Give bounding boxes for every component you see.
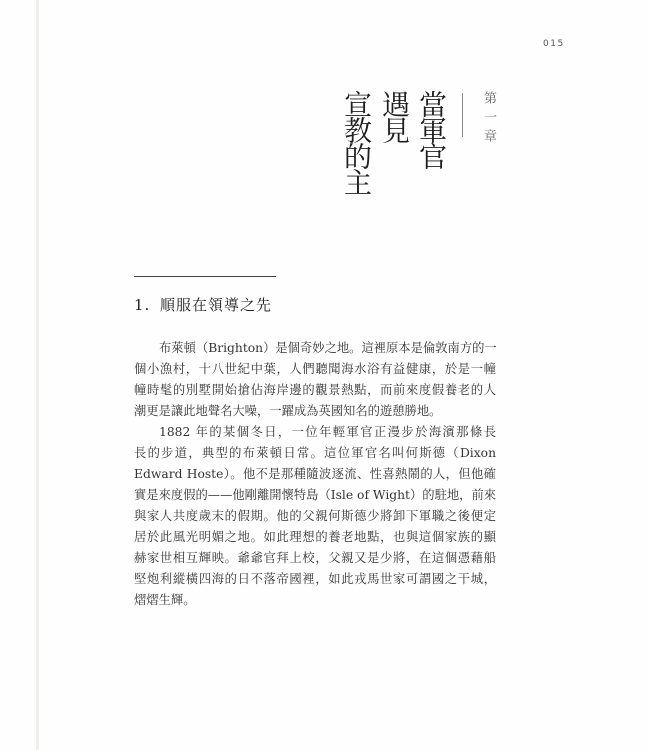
chapter-label: 第一章 [481, 91, 496, 148]
text-line: 居於此風光明媚之地。如此理想的養老地點，也與這個家族的顯 [134, 530, 496, 544]
chapter-divider [462, 93, 463, 137]
text-line: 赫家世相互輝映。爺爺官拜上校，父親又是少將，在這個憑藉船 [134, 551, 496, 565]
text-line: 幢時髦的別墅開始搶佔海岸邊的觀景熱點，而前來度假養老的人 [134, 383, 496, 397]
page-number: 015 [543, 39, 565, 49]
paragraph-2 [134, 422, 496, 611]
section-heading [134, 294, 272, 315]
text-line: 潮更是讓此地聲名大噪，一躍成為英國知名的遊憩勝地。 [134, 404, 442, 418]
text-line: 1882 年的某個冬日，一位年輕軍官正漫步於海濱那條長 [159, 425, 496, 439]
text-line: 長的步道，典型的布萊頓日常。這位軍官名叫何斯德（Dixon [134, 446, 496, 460]
section-number: 1. [134, 296, 151, 314]
text-line: 與家人共度歲末的假期。他的父親何斯德少將卸下軍職之後便定 [134, 509, 496, 523]
text-line: 堅炮利縱橫四海的日不落帝國裡，如此戎馬世家可謂國之干城， [134, 572, 496, 586]
text-line: Edward Hoste）。他不是那種隨波逐流、性喜熱鬧的人，但他確 [134, 467, 496, 481]
text-line: 熠熠生輝。 [134, 593, 196, 607]
section-title: 順服在領導之先 [160, 296, 273, 314]
body-text [134, 338, 496, 611]
chapter-title-line-1: 當軍官 [415, 90, 448, 168]
chapter-title-line-2: 遇見 [378, 90, 411, 142]
text-line: 實是來度假的——他剛離開懷特島（Isle of Wight）的駐地，前來 [134, 488, 497, 502]
page-gutter-edge [36, 0, 39, 750]
text-line: 個小漁村，十八世紀中葉，人們聽聞海水浴有益健康，於是一幢 [134, 362, 496, 376]
text-line: 布萊頓（Brighton）是個奇妙之地。這裡原本是倫敦南方的一 [159, 341, 497, 355]
section-divider [134, 276, 276, 277]
paragraph-1 [134, 338, 496, 422]
chapter-title-line-3: 宣教的主 [340, 90, 373, 194]
